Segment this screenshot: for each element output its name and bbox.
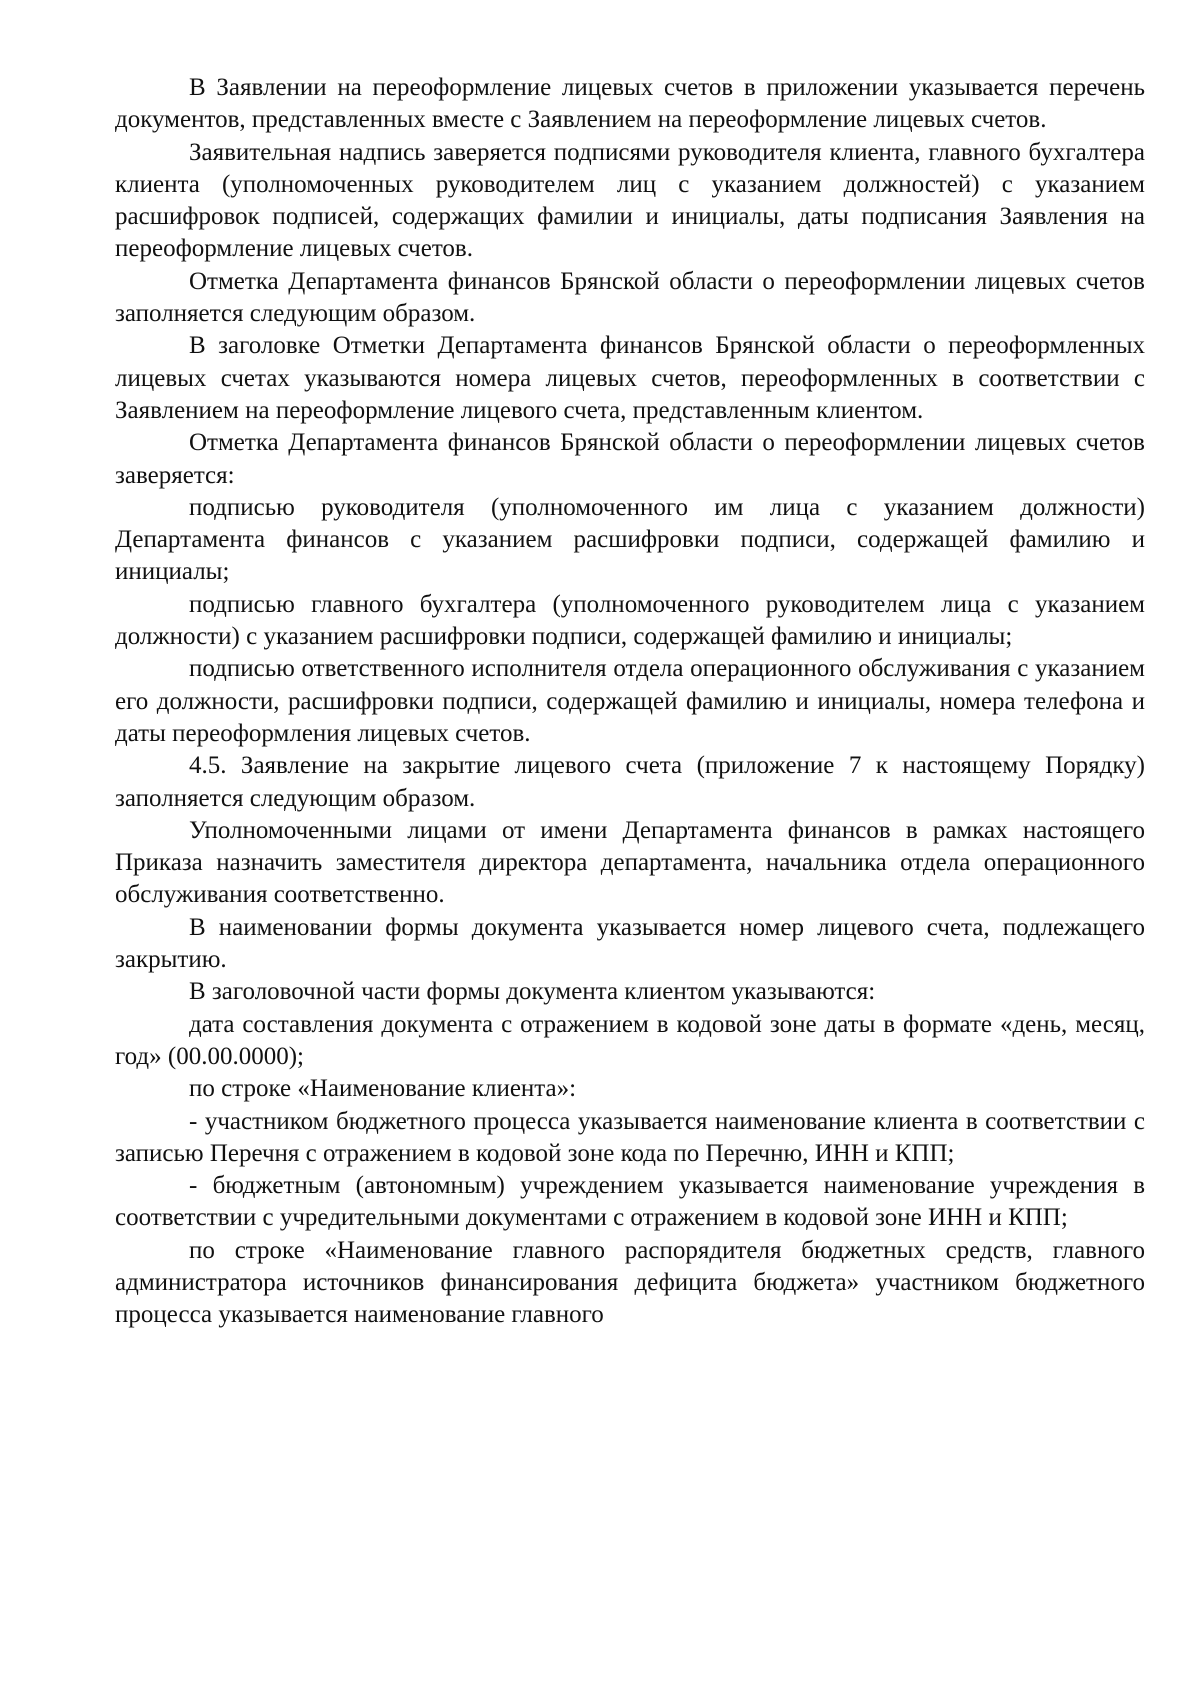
paragraph-main-distributor: по строке «Наименование главного распорядителя бюджетных средств, главного администратора источников финансирования дефицита бюджета» участником бюджетного процесса указывается наименование главного xyxy=(115,1236,1145,1329)
paragraph-date: дата составления документа с отражением в кодовой зоне даты в формате «день, месяц, год» (00.00.0000); xyxy=(115,1010,1145,1070)
paragraph-authorized-persons: Уполномоченными лицами от имени Департамента финансов в рамках настоящего Приказа назначить заместителя директора департамента, начальника отдела операционного обслуживания соответственно. xyxy=(115,816,1145,909)
paragraph-head-signature: подписью руководителя (уполномоченного им лица с указанием должности) Департамента финансов с указанием расшифровки подписи, содержащей фамилию и инициалы; xyxy=(115,493,1145,586)
paragraph-header-part: В заголовочной части формы документа клиентом указываются: xyxy=(189,978,876,1006)
document-body xyxy=(115,72,1145,1332)
paragraph-accountant-signature: подписью главного бухгалтера (уполномоченного руководителем лица с указанием должности) с указанием расшифровки подписи, содержащей фамилию и инициалы; xyxy=(115,590,1145,651)
paragraph-budget-participant: - участником бюджетного процесса указывается наименование клиента в соответствии с записью Перечня с отражением в кодовой зоне кода по Перечню, ИНН и КПП; xyxy=(115,1107,1145,1167)
paragraph-form-name: В наименовании формы документа указывается номер лицевого счета, подлежащего закрытию. xyxy=(115,913,1145,974)
paragraph-client-name-line: по строке «Наименование клиента»: xyxy=(189,1075,577,1103)
paragraph-mark-header: В заголовке Отметки Департамента финансов Брянской области о переоформленных лицевых счетах указываются номера лицевых счетов, переоформленных в соответствии с Заявлением на переоформление лицевого счета, представленным клиентом. xyxy=(115,332,1145,424)
paragraph-section-4-5: 4.5. Заявление на закрытие лицевого счета (приложение 7 к настоящему Порядку) заполняется следующим образом. xyxy=(115,752,1145,812)
paragraph-department-mark: Отметка Департамента финансов Брянской области о переоформлении лицевых счетов заполняется следующим образом. xyxy=(115,267,1145,328)
paragraph-declaration-signatures: Заявительная надпись заверяется подписями руководителя клиента, главного бухгалтера клиента (уполномоченных руководителем лиц с указанием должностей) с указанием расшифровок подписей, содержащих фамилии и инициалы, даты подписания Заявления на переоформление лицевых счетов. xyxy=(115,138,1145,263)
paragraph-budget-institution: - бюджетным (автономным) учреждением указывается наименование учреждения в соответствии с учредительными документами с отражением в кодовой зоне ИНН и КПП; xyxy=(115,1172,1145,1232)
paragraph-mark-certified: Отметка Департамента финансов Брянской области о переоформлении лицевых счетов заверяется: xyxy=(115,429,1145,489)
paragraph-executor-signature: подписью ответственного исполнителя отдела операционного обслуживания с указанием его должности, расшифровки подписи, содержащей фамилию и инициалы, номера телефона и даты переоформления лицевых счетов. xyxy=(115,655,1145,747)
paragraph-application-attachments: В Заявлении на переоформление лицевых счетов в приложении указывается перечень документов, представленных вместе с Заявлением на переоформление лицевых счетов. xyxy=(115,74,1145,134)
